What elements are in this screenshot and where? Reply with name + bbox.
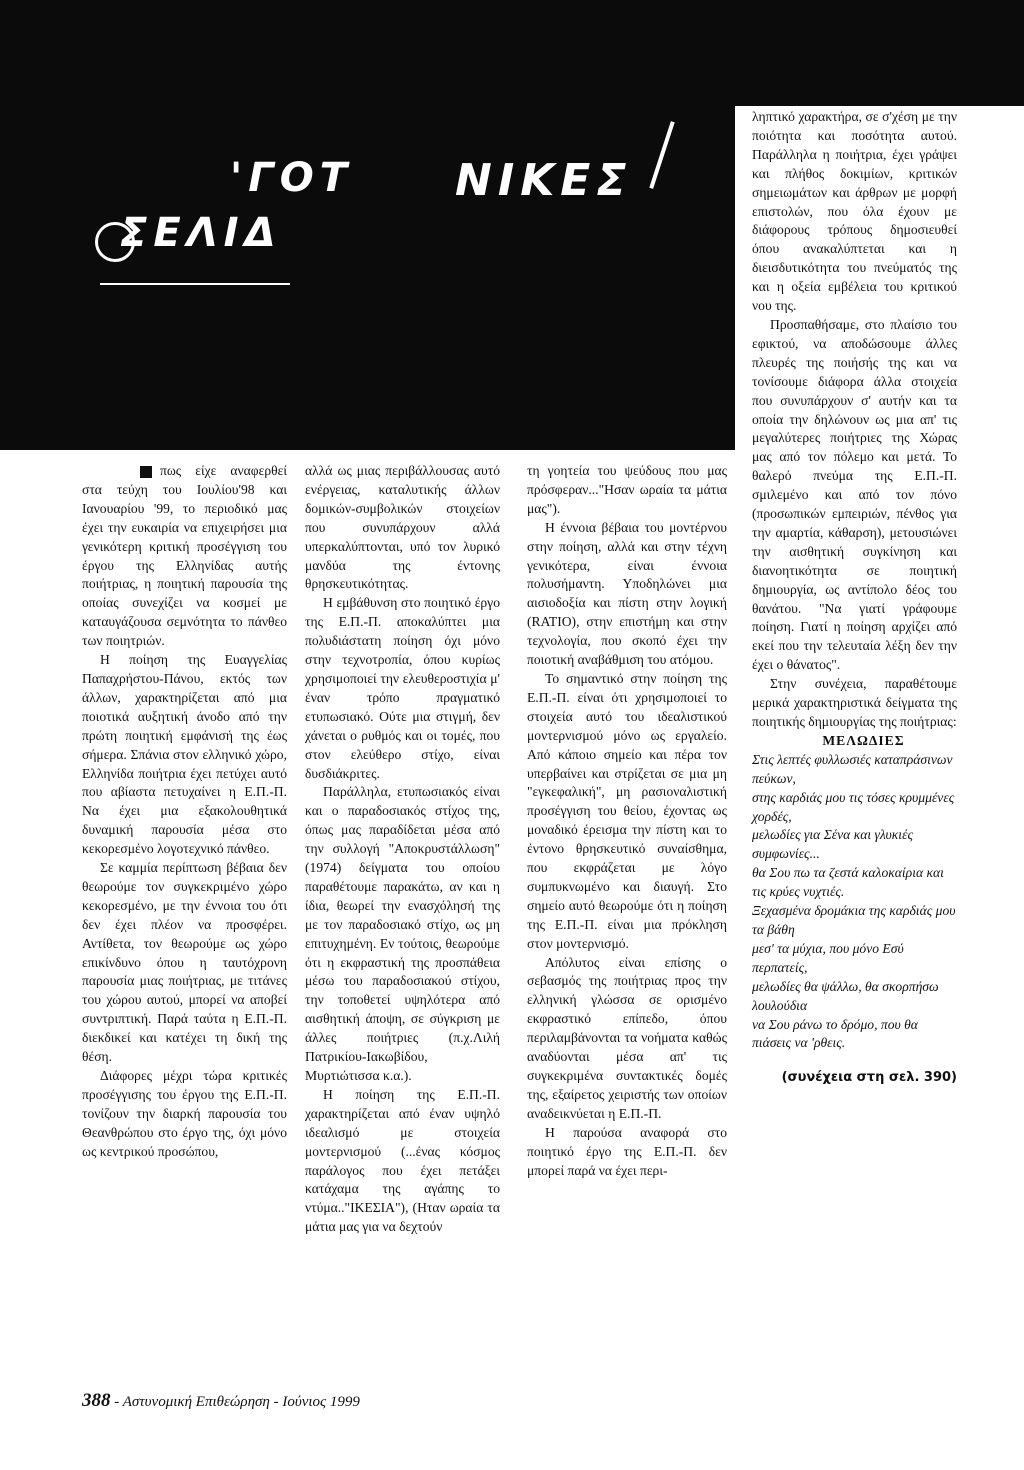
poem-line: θα Σου πω τα ζεστά καλοκαίρια και τις κρύες νυχτιές. [752,865,944,900]
paragraph: αλλά ως μιας περιβάλλουσας αυτό ενέργειας, καταλυτικής άλλων δομικών-συμβολικών στοιχείων που συνυπάρχουν αλλά υπερκαλύπτονται, υπό τον λυρικό μανδύα της έντονης θρησκευτικότητας. [305,463,500,592]
poem-line: Ξεχασμένα δρομάκια της καρδιάς μου τα βάθη [752,903,956,937]
poem-line: Στις λεπτές φυλλωσιές καταπράσινων πεύκων, [752,751,953,786]
poem-line: μεσ' τα μύχια, που μόνο Εσύ περπατείς, [752,940,904,975]
paragraph: Απόλυτος είναι επίσης ο σεβασμός της ποιήτριας προς την ελληνική γλώσσα σε ορισμένο εκφραστικό επίπεδο, όπου περιλαμβάνονται τα νοήματα καθώς αναδύονται μέσα απ' τις συγκεκριμένα συντακτικές δομές της, εξαίρετος χειριστής των οποίων αναδεικνύεται η Ε.Π.-Π. [527,954,727,1121]
title-underline [100,283,290,285]
title-fragment: ΣΕΛΙΔ [120,210,282,256]
paragraph: ληπτικό χαρακτήρα, σε σ'χέση με την ποιότητα και ποσότητα αυτού. Παράλληλα η ποιήτρια, έχει γράψει και πλήθος δοκιμίων, κριτικών σημειωμάτων και άρθρων με μορφή επιστολών, που όλα έχουν με διάφορους τρόπους δημοσιευθεί όπου ανακαλύπτεται και η διεισδυτικότητα του πνεύματός της και η οξεία εμβέλεια του κριτικού νου της. [752,109,957,314]
publication-info: - Αστυνομική Επιθεώρηση - Ιούνιος 1999 [114,1394,360,1410]
page-footer [82,1390,360,1412]
title-fragment: 'ΓΟΤ [230,155,354,201]
poem-line: μελωδίες θα ψάλλω, θα σκορπήσω λουλούδια [752,978,939,1013]
header-banner-extension [735,0,1024,106]
poem-line: μελωδίες για Σένα και γλυκιές συμφωνίες... [752,827,913,862]
poem [752,751,957,1054]
paragraph: Στην συνέχεια, παραθέτουμε μερικά χαρακτηριστικά δείγματα της ποιητικής δημιουργίας της ποιήτριας: [752,676,957,729]
paragraph: Η παρούσα αναφορά στο ποιητικό έργο της Ε.Π.-Π. δεν μπορεί παρά να έχει περι- [527,1124,727,1178]
page-number: 388 [82,1390,111,1411]
bullet-icon [140,466,152,478]
poem-line: να Σου ράνω το δρόμο, που θα πιάσεις να 'ρθεις. [752,1016,918,1051]
paragraph: Η εμβάθυνση στο ποιητικό έργο της Ε.Π.-Π. αποκαλύπτει μια πολυδιάστατη ποίηση όχι μόνο στην τεχνοτροπία, όπου κυρίως χρησιμοποιεί την ελευθεροστιχία μ' έναν τρόπο πραγματικό ετυπωσιακό. Ούτε μια στιγμή, δεν χάνεται ο ρυθμός και οι τομές, που στον ελεύθερο στίχο, είναι δυσδιάκριτες. [305,595,500,781]
article-column-3 [527,462,727,1180]
article-column-1 [82,462,287,1162]
continued-note: (συνέχεια στη σελ. 390) [781,1070,957,1086]
paragraph: Η έννοια βέβαια του μοντέρνου στην ποίηση, αλλά και στην τέχνη γενικότερα, είναι έννοια πολυσήμαντη. Υποδηλώνει μια αισιοδοξία και πίστη στην λογική (RATIO), στην επιστήμη και στην τεχνολογία, που σκοπό έχει την ποιοτική αναβάθμιση του ατόμου. [527,519,727,668]
poem-line: στης καρδιάς μου τις τόσες κρυμμένες χορδές, [752,789,955,824]
paragraph: Προσπαθήσαμε, στο πλαίσιο του εφικτού, να αποδώσουμε άλλες πλευρές της ποιήσής της και να τονίσουμε διάφορα άλλα στοιχεία που συνυπάρχουν σ' αυτήν και τα οποία την δηλώνουν ως μια απ' τις μεγαλύτερες ποιήτριες της Χώρας μας από τον πόλεμο και μετά. Το θαλερό πνεύμα της Ε.Π.-Π. σμιλεμένο και από τον πόνο (προσωπικών εμπειριών, πένθος για την αμαρτία, κάθαρση), μετουσιώνει την αισθητική συγκίνηση και διανοητικότητα σε ποιητική δημιουργία, ως αντίπολο δέος του θανάτου. "Να γιατί γράφουμε ποίηση. Γιατί η ποίηση αρχίζει από εκεί που την τελευταία λέξη δεν την έχει ο θάνατος". [752,316,957,673]
paragraph: Διάφορες μέχρι τώρα κριτικές προσέγγισης του έργου της Ε.Π.-Π. τονίζουν την διαρκή παρουσία του Θεανθρώπου στο έργο της, όχι μόνο ως κεντρικού προσώπου, [82,1068,287,1159]
article-column-4 [752,108,957,1088]
paragraph: Η ποίηση της Ευαγγελίας Παπαχρήστου-Πάνου, εκτός των άλλων, χαρακτηρίζεται από μια ποιοτικά αυξητική άνοδο από την πρώτη ποιητική εμφάνισή της έως σήμερα. Σπάνια στον ελληνικό χώρο, Ελληνίδα ποιήτρια έχει πετύχει αυτό που αβίαστα πετυχαίνει η Ε.Π.-Π. Να έχει μια εξακολουθητικά δυναμική παρουσία μέσα στο κεκορεσμένο λογοτεχνικό πάνθεο. [82,652,287,857]
paragraph: Παράλληλα, ετυπωσιακός είναι και ο παραδοσιακός στίχος της, όπως μας παραδίδεται μέσα από την συλλογή "Αποκρυστάλλωση" (1974) δείγματα του οποίου παραθέτουμε παρακάτω, αν και η ίδια, θεωρεί την ενασχόλησή της με τον παραδοσιακό στίχο, ως μη επιτυχημένη. Εν τούτοις, θεωρούμε ότι η εκφραστική της προσπάθεια μέσω του παραδοσιακού στίχου, την τοποθετεί υψηλότερα από αισθητική άποψη, σε σύγκριση με άλλες ποιήτριες (π.χ.Λιλή Πατρικίου-Ιακωβίδου, Μυρτιώτισσα κ.α.). [305,784,500,1083]
poem-title: ΜΕΛΩΔΙΕΣ [822,732,905,748]
paragraph: τη γοητεία του ψεύδους που μας πρόσφεραν..."Ησαν ωραία τα μάτια μας"). [527,463,727,516]
title-fragment: ΝΙΚΕΣ [455,155,633,206]
paragraph: πως είχε αναφερθεί στα τεύχη του Ιουλίου'98 και Ιανουαρίου '99, το περιοδικό μας έχει την ευκαιρία να επιχειρήσει μια γενικότερη κριτική προσέγγιση του έργου της Ελληνίδας αυτής ποιήτριας, η ποιητική παρουσία της οποίας συνεχίζει να κοσμεί με καταυγάζουσα σεμνότητα το πάνθεο των ποιητριών. [82,463,287,649]
article-column-2 [305,462,500,1237]
paragraph: Το σημαντικό στην ποίηση της Ε.Π.-Π. είναι ότι χρησιμοποιεί το στοιχεία αυτό του ιδεαλιστικού μοντερνισμού μόνο ως εργαλείο. Από κάποιο σημείο και πέρα τον υπερβαίνει και στρίζεται σε μια μη "εγκεφαλική", μη ρασιοναλιστική προσέγγιση του θείου, έχοντας ως μοναδικό έρεισμα την πίστη και το έντονο θρησκευτικό συναίσθημα, που εκφράζεται με λόγο συμπυκνωμένο και διαυγή. Στο σημείο αυτό θεωρούμε ότι η ποίηση της Ε.Π.-Π. είναι μια πρόκληση στον μοντερνισμό. [527,670,727,951]
paragraph: Σε καμμία περίπτωση βέβαια δεν θεωρούμε τον συγκεκριμένο χώρο κεκορεσμένο, με την έννοια του ότι δεν έχει πλέον να προσφέρει. Αντίθετα, τον θεωρούμε ως χώρο επικίνδυνο όπου η ταυτόχρονη παρουσία μιας ποιήτριας, με τιτάνες του χώρου αυτού, μπορεί να αποβεί συντριπτική. Παρά ταύτα η Ε.Π.-Π. διεκδικεί και κατέχει τη δική της θέση. [82,860,287,1065]
paragraph: Η ποίηση της Ε.Π.-Π. χαρακτηρίζεται από έναν υψηλό ιδεαλισμό με στοιχεία μοντερνισμού (...ένας κόσμος παράλογος που έχει πετάξει κατάχαμα της αγάπης το ντύμα.."ΙΚΕΣΙΑ"), (Ηταν ωραία τα μάτια μας για να δεχτούν [305,1086,500,1235]
